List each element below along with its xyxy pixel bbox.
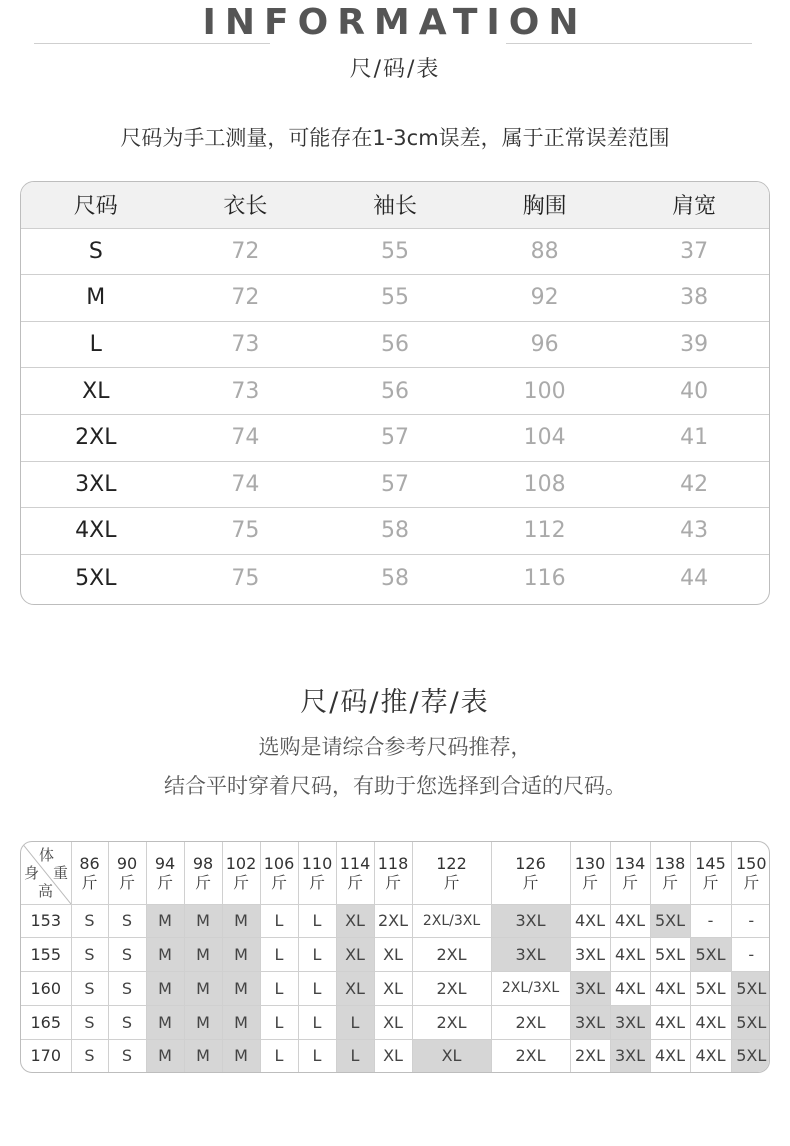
recommended-size-cell: 2XL/3XL (412, 904, 491, 938)
recommended-size-cell: 2XL (412, 972, 491, 1006)
weight-header (374, 842, 412, 904)
recommended-size-cell: 4XL (690, 1005, 731, 1039)
weight-value: 122 (436, 853, 467, 873)
page-title: INFORMATION (202, 2, 588, 43)
weight-value: 94 (154, 853, 176, 873)
recommended-size-cell: 2XL (412, 938, 491, 972)
measurement-value: 56 (380, 332, 409, 358)
weight-header (222, 842, 260, 904)
measurement-value: 73 (231, 378, 260, 404)
weight-value: 118 (377, 853, 409, 873)
weight-value: 138 (654, 853, 686, 873)
weight-header (570, 842, 610, 904)
measurement-value: 104 (523, 425, 566, 451)
recommended-size-cell: L (298, 1005, 336, 1039)
measurement-value: 75 (231, 518, 260, 544)
measurement-value: 44 (680, 565, 709, 591)
recommended-size-cell: 4XL (610, 904, 650, 938)
recommended-size-cell: 4XL (610, 938, 650, 972)
weight-unit: 斤 (156, 872, 173, 892)
recommended-size-cell: M (222, 1039, 260, 1072)
weight-header (610, 842, 650, 904)
measurement-value: 42 (680, 471, 709, 497)
measurement-value: 112 (523, 518, 566, 544)
weight-value: 106 (263, 853, 295, 873)
table-row (21, 322, 769, 369)
measurement-value: 39 (680, 332, 709, 358)
recommended-size-cell: 5XL (650, 938, 690, 972)
recommended-size-cell: M (146, 1039, 184, 1072)
weight-value: 145 (695, 853, 726, 873)
measurement-value: 100 (523, 378, 566, 404)
measurement-value: 72 (231, 238, 260, 264)
recommended-size-cell: 5XL (731, 1039, 770, 1072)
recommended-size-cell: 4XL (650, 972, 690, 1006)
recommended-size-cell: XL (374, 972, 412, 1006)
weight-unit: 斤 (232, 872, 249, 892)
size-table-column-header: 衣长 (223, 194, 268, 220)
measurement-value: 58 (380, 565, 409, 591)
size-table-header (21, 182, 769, 229)
recommended-size-cell: XL (374, 1039, 412, 1072)
size-label: 2XL (75, 425, 117, 451)
recommended-size-cell: L (336, 1005, 374, 1039)
recommended-size-cell: S (71, 904, 108, 938)
recommended-size-cell: XL (336, 972, 374, 1006)
weight-value: 110 (301, 853, 333, 873)
recommended-size-cell: 3XL (491, 938, 570, 972)
size-table-column-header: 胸围 (522, 194, 567, 220)
weight-value: 126 (515, 853, 546, 873)
size-label: L (89, 332, 102, 358)
recommended-size-cell: L (298, 938, 336, 972)
recommended-size-cell: M (184, 972, 222, 1006)
weight-header (412, 842, 491, 904)
recommended-size-cell: M (222, 972, 260, 1006)
recommended-size-cell: 4XL (570, 904, 610, 938)
recommended-size-cell: 3XL (570, 938, 610, 972)
recommended-size-cell: L (260, 972, 298, 1006)
weight-value: 150 (735, 853, 767, 873)
measurement-value: 41 (680, 425, 709, 451)
recommended-size-cell: M (222, 938, 260, 972)
table-row (21, 904, 770, 938)
corner-height-a: 身 (24, 864, 40, 882)
weight-header (336, 842, 374, 904)
weight-unit: 斤 (581, 872, 598, 892)
recommend-title: 尺/码/推/荐/表 (300, 687, 490, 718)
recommended-size-cell: - (690, 904, 731, 938)
recommended-size-cell: 3XL (570, 1005, 610, 1039)
measurement-value: 74 (231, 425, 260, 451)
recommended-size-cell: - (731, 938, 770, 972)
recommended-size-cell: S (108, 972, 146, 1006)
weight-height-corner (21, 842, 71, 904)
weight-header (108, 842, 146, 904)
weight-header (731, 842, 770, 904)
measurement-note: 尺码为手工测量，可能存在1-3cm误差，属于正常误差范围 (120, 126, 670, 150)
measurement-value: 38 (680, 285, 709, 311)
table-row (21, 462, 769, 509)
recommended-size-cell: 2XL (491, 1005, 570, 1039)
size-label: 5XL (75, 565, 117, 591)
recommended-size-cell: L (298, 1039, 336, 1072)
weight-header (260, 842, 298, 904)
weight-unit: 斤 (118, 872, 135, 892)
recommend-line-2: 结合平时穿着尺码，有助于您选择到合适的尺码。 (164, 774, 626, 798)
size-label: 3XL (75, 471, 117, 497)
recommended-size-cell: M (222, 904, 260, 938)
recommended-size-cell: M (184, 1039, 222, 1072)
measurement-value: 92 (530, 285, 559, 311)
weight-unit: 斤 (194, 872, 211, 892)
table-row (21, 415, 769, 462)
weight-header (184, 842, 222, 904)
recommended-size-cell: 2XL (570, 1039, 610, 1072)
weight-unit: 斤 (308, 872, 325, 892)
measurement-value: 58 (380, 518, 409, 544)
corner-weight-a: 体 (39, 846, 55, 864)
weight-value: 86 (79, 853, 100, 873)
recommended-size-cell: 3XL (570, 972, 610, 1006)
table-row (21, 275, 769, 322)
size-label: M (86, 285, 106, 311)
corner-height-b: 高 (38, 882, 54, 900)
table-row (21, 508, 769, 555)
recommended-size-cell: 4XL (690, 1039, 731, 1072)
measurement-value: 74 (231, 471, 260, 497)
measurement-value: 116 (523, 565, 566, 591)
recommended-size-cell: S (71, 1005, 108, 1039)
table-row (21, 938, 770, 972)
weight-header (650, 842, 690, 904)
weight-unit: 斤 (270, 872, 287, 892)
recommended-size-cell: 2XL/3XL (491, 972, 570, 1006)
recommended-size-cell: M (184, 938, 222, 972)
table-row (21, 555, 769, 602)
measurement-value: 88 (530, 238, 559, 264)
weight-value: 98 (192, 853, 214, 873)
weight-header (690, 842, 731, 904)
weight-unit: 斤 (384, 872, 401, 892)
weight-unit: 斤 (661, 872, 678, 892)
recommended-size-cell: S (71, 1039, 108, 1072)
recommended-size-cell: 5XL (650, 904, 690, 938)
corner-weight-b: 重 (53, 864, 69, 882)
height-label: 165 (21, 1005, 71, 1039)
recommended-size-cell: 2XL (491, 1039, 570, 1072)
recommend-line-1: 选购是请综合参考尺码推荐， (258, 735, 532, 759)
height-label: 160 (21, 972, 71, 1006)
recommended-size-cell: L (260, 904, 298, 938)
weight-header (146, 842, 184, 904)
recommended-size-cell: M (146, 938, 184, 972)
weight-header (298, 842, 336, 904)
header-line-right (506, 43, 752, 44)
header-line-left (34, 43, 270, 44)
measurement-value: 72 (231, 285, 260, 311)
size-table-column-header: 尺码 (73, 194, 118, 220)
weight-unit: 斤 (443, 872, 460, 892)
size-label: 4XL (75, 518, 117, 544)
recommended-size-cell: XL (374, 1005, 412, 1039)
recommended-size-cell: L (336, 1039, 374, 1072)
recommended-size-cell: S (108, 1039, 146, 1072)
size-chart-table (20, 181, 770, 605)
size-table-column-header: 肩宽 (672, 194, 717, 220)
size-label: S (88, 238, 103, 264)
table-row (21, 1005, 770, 1039)
recommended-size-cell: 3XL (610, 1039, 650, 1072)
recommended-size-cell: XL (336, 938, 374, 972)
height-label: 170 (21, 1039, 71, 1072)
recommended-size-cell: 2XL (374, 904, 412, 938)
recommend-header-row (21, 842, 770, 904)
table-row (21, 972, 770, 1006)
recommended-size-cell: - (731, 904, 770, 938)
height-label: 153 (21, 904, 71, 938)
recommended-size-cell: 4XL (610, 972, 650, 1006)
recommended-size-cell: M (146, 972, 184, 1006)
weight-value: 102 (225, 853, 257, 873)
recommended-size-cell: L (260, 1039, 298, 1072)
recommended-size-cell: 4XL (650, 1039, 690, 1072)
recommended-size-cell: M (184, 1005, 222, 1039)
measurement-value: 56 (380, 378, 409, 404)
recommended-size-cell: XL (374, 938, 412, 972)
recommended-size-cell: 3XL (491, 904, 570, 938)
recommended-size-cell: 3XL (610, 1005, 650, 1039)
recommended-size-cell: 5XL (690, 972, 731, 1006)
size-label: XL (82, 378, 110, 404)
recommended-size-cell: L (298, 972, 336, 1006)
measurement-value: 73 (231, 332, 260, 358)
recommended-size-cell: XL (412, 1039, 491, 1072)
weight-value: 130 (574, 853, 606, 873)
measurement-value: 55 (380, 238, 409, 264)
size-recommend-table (20, 841, 770, 1073)
recommended-size-cell: M (184, 904, 222, 938)
recommended-size-cell: 5XL (731, 1005, 770, 1039)
recommended-size-cell: L (260, 938, 298, 972)
weight-unit: 斤 (346, 872, 363, 892)
measurement-value: 75 (231, 565, 260, 591)
weight-unit: 斤 (743, 872, 760, 892)
measurement-value: 37 (680, 238, 709, 264)
weight-value: 134 (614, 853, 646, 873)
measurement-value: 57 (380, 425, 409, 451)
measurement-value: 43 (680, 518, 709, 544)
recommended-size-cell: 4XL (650, 1005, 690, 1039)
table-row (21, 368, 769, 415)
recommended-size-cell: XL (336, 904, 374, 938)
weight-unit: 斤 (702, 872, 719, 892)
recommended-size-cell: S (71, 972, 108, 1006)
weight-unit: 斤 (81, 872, 98, 892)
recommended-size-cell: M (146, 1005, 184, 1039)
recommended-size-cell: L (260, 1005, 298, 1039)
recommended-size-cell: 2XL (412, 1005, 491, 1039)
weight-unit: 斤 (522, 872, 539, 892)
recommended-size-cell: S (71, 938, 108, 972)
recommended-size-cell: S (108, 1005, 146, 1039)
measurement-value: 96 (530, 332, 559, 358)
table-row (21, 1039, 770, 1072)
weight-unit: 斤 (621, 872, 638, 892)
recommended-size-cell: S (108, 938, 146, 972)
recommended-size-cell: L (298, 904, 336, 938)
measurement-value: 57 (380, 471, 409, 497)
table-row (21, 229, 769, 276)
measurement-value: 55 (380, 285, 409, 311)
size-table-column-header: 袖长 (372, 194, 417, 220)
page-subtitle: 尺/码/表 (349, 57, 441, 82)
recommended-size-cell: 5XL (731, 972, 770, 1006)
recommended-size-cell: S (108, 904, 146, 938)
recommended-size-cell: M (146, 904, 184, 938)
weight-header (491, 842, 570, 904)
measurement-value: 108 (523, 471, 566, 497)
recommended-size-cell: 5XL (690, 938, 731, 972)
height-label: 155 (21, 938, 71, 972)
measurement-value: 40 (680, 378, 709, 404)
weight-value: 90 (116, 853, 138, 873)
weight-header (71, 842, 108, 904)
weight-value: 114 (339, 853, 371, 873)
recommended-size-cell: M (222, 1005, 260, 1039)
